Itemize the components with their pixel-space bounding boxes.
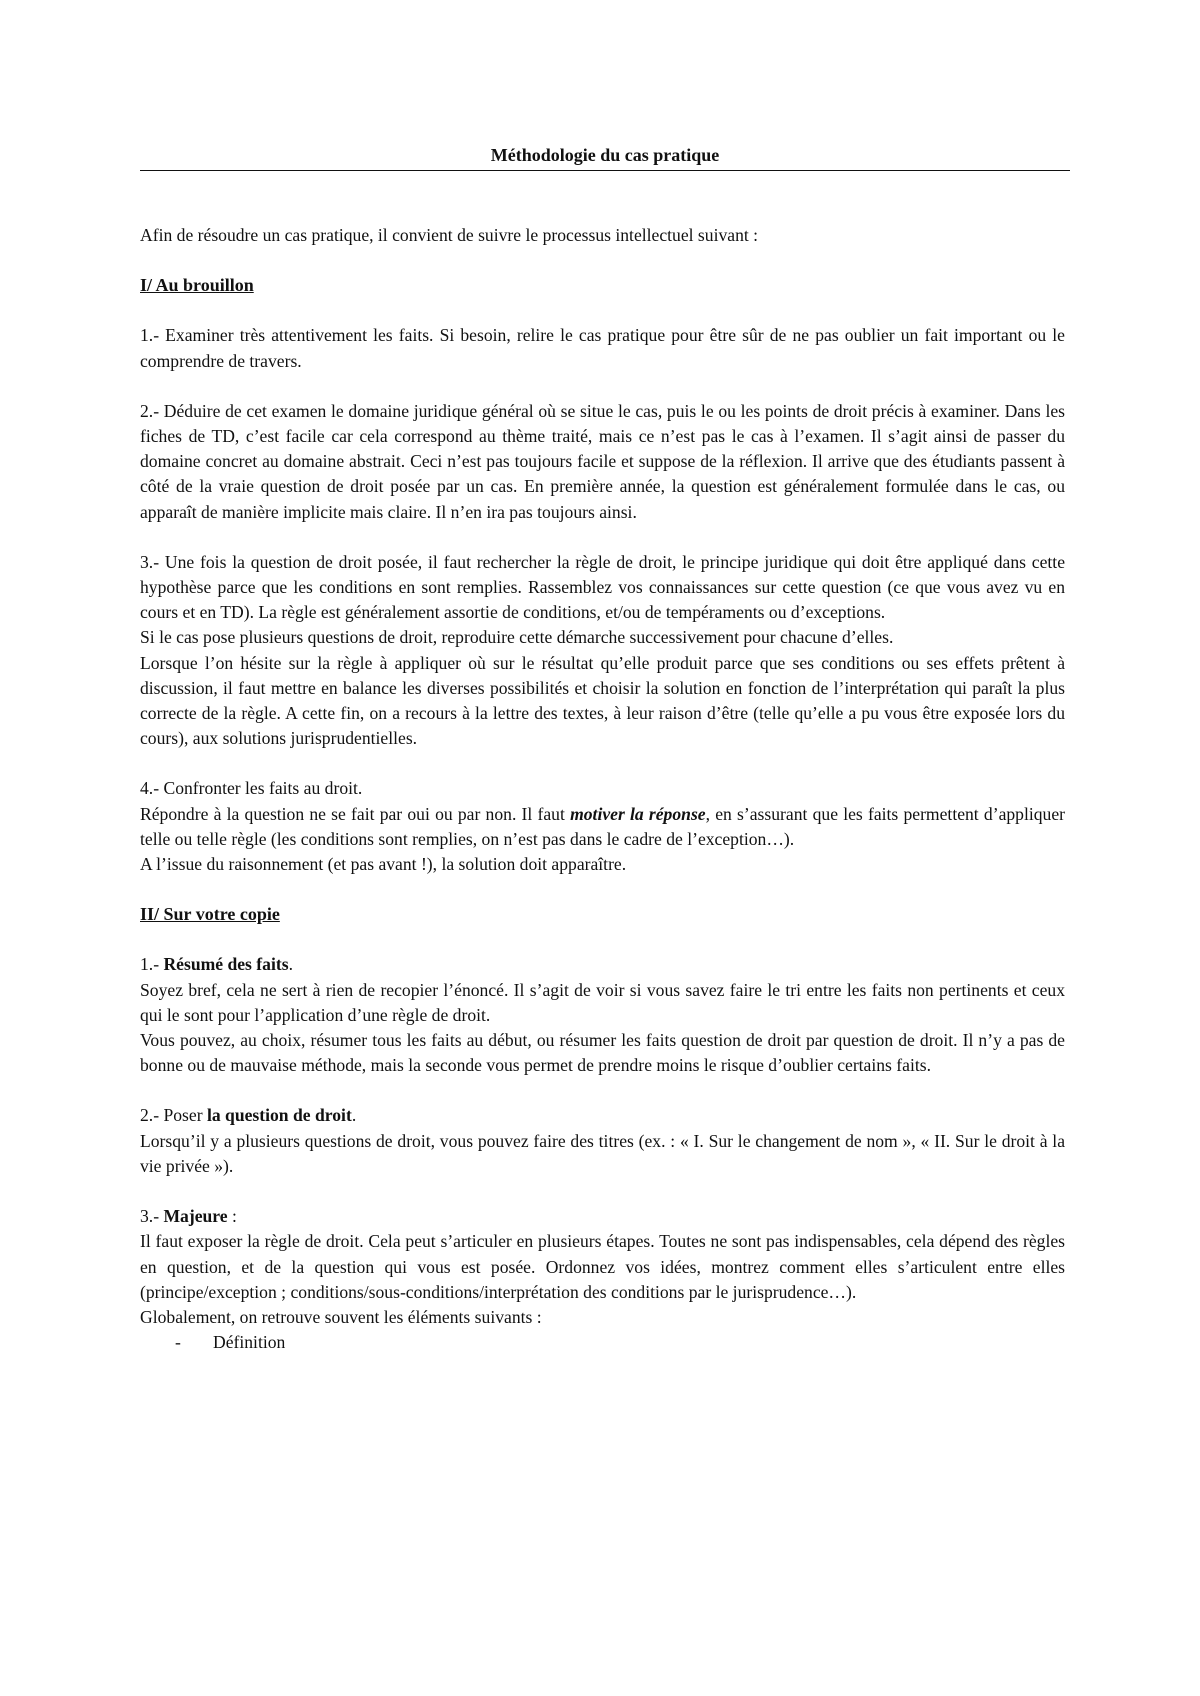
document-body: [140, 223, 1065, 1355]
section-heading-1: I/ Au brouillon: [140, 275, 254, 296]
page-title: Méthodologie du cas pratique: [490, 145, 720, 165]
step-3-multiple-questions: Si le cas pose plusieurs questions de droit, reproduire cette démarche successivement pour chacune d’elles.: [140, 627, 894, 648]
copy-step-2-title: 2.- Poser la question de droit.: [140, 1105, 357, 1126]
copy-step-3-text: Il faut exposer la règle de droit. Cela peut s’articuler en plusieurs étapes. Toutes ne sont pas indispensables, cela dépend des règles en question, et de la question qui vous est posée. Ordonnez vos idées, montrez comment elles s’articulent entre elles (principe/exception ; conditions/sous-conditions/interprétation des conditions par le jurisprudence…).: [140, 1231, 1065, 1302]
copy-step-3-title: 3.- Majeure :: [140, 1206, 237, 1227]
copy-step-3-elements: Globalement, on retrouve souvent les éléments suivants :: [140, 1306, 542, 1327]
copy-step-1-text-a: Soyez bref, cela ne sert à rien de recopier l’énoncé. Il s’agit de voir si vous savez faire le tri entre les faits non pertinents et ceux qui le sont pour l’application d’une règle de droit.: [140, 979, 1065, 1025]
step-2-paragraph: 2.- Déduire de cet examen le domaine juridique général où se situe le cas, puis le ou les points de droit précis à examiner. Dans les fiches de TD, c’est facile car cela correspond au thème traité, mais ce n’est pas le cas à l’examen. Il s’agit ainsi de passer du domaine concret au domaine abstrait. Ceci n’est pas toujours facile et suppose de la réflexion. Il arrive que des étudiants passent à côté de la vraie question de droit posée par un cas. En première année, la question est généralement formulée dans le cas, ou apparaît de manière implicite mais claire. Il n’en ira pas toujours ainsi.: [140, 400, 1065, 522]
step-4-paragraph: 4.- Confronter les faits au droit.: [140, 778, 363, 799]
copy-step-2-text: Lorsqu’il y a plusieurs questions de droit, vous pouvez faire des titres (ex. : « I. Sur le changement de nom », « II. Sur le droit à la vie privée »).: [140, 1130, 1065, 1176]
step-1-paragraph: 1.- Examiner très attentivement les faits. Si besoin, relire le cas pratique pour être sûr de ne pas oublier un fait important ou le comprendre de travers.: [140, 325, 1065, 371]
list-item: - Définition: [175, 1332, 286, 1353]
title-rule: [140, 143, 1070, 171]
copy-step-1-title: 1.- Résumé des faits.: [140, 954, 293, 975]
emphasis-motiver: motiver la réponse: [570, 803, 706, 824]
step-3-hesitation: Lorsque l’on hésite sur la règle à appliquer où sur le résultat qu’elle produit parce que ses conditions ou ses effets prêtent à discussion, il faut mettre en balance les diverses possibilités et choisir la solution en fonction de l’interprétation qui paraît la plus correcte de la règle. A cette fin, on a recours à la lettre des textes, à leur raison d’être (telle qu’elle a pu vous être exposée lors du cours), aux solutions jurisprudentielles.: [140, 652, 1065, 749]
copy-step-1-text-b: Vous pouvez, au choix, résumer tous les faits au début, ou résumer les faits question de droit par question de droit. Il n’y a pas de bonne ou de mauvaise méthode, mais la seconde vous permet de prendre moins le risque d’oublier certains faits.: [140, 1030, 1065, 1076]
intro-paragraph: Afin de résoudre un cas pratique, il convient de suivre le processus intellectuel suivant :: [140, 225, 759, 245]
step-3-paragraph: 3.- Une fois la question de droit posée, il faut rechercher la règle de droit, le principe juridique qui doit être appliqué dans cette hypothèse parce que les conditions en sont remplies. Rassemblez vos connaissances sur cette question (ce que vous avez vu en cours et en TD). La règle est généralement assortie de conditions, et/ou de tempéraments ou d’exceptions.: [140, 551, 1065, 623]
step-4-conclusion: A l’issue du raisonnement (et pas avant !), la solution doit apparaître.: [140, 854, 627, 875]
section-heading-2: II/ Sur votre copie: [140, 904, 280, 925]
step-4-answer-paragraph: Répondre à la question ne se fait par oui ou par non. Il faut motiver la réponse, en s’assurant que les faits permettent d’appliquer telle ou telle règle (les conditions sont remplies, on n’est pas dans le cadre de l’exception…).: [140, 803, 1066, 849]
